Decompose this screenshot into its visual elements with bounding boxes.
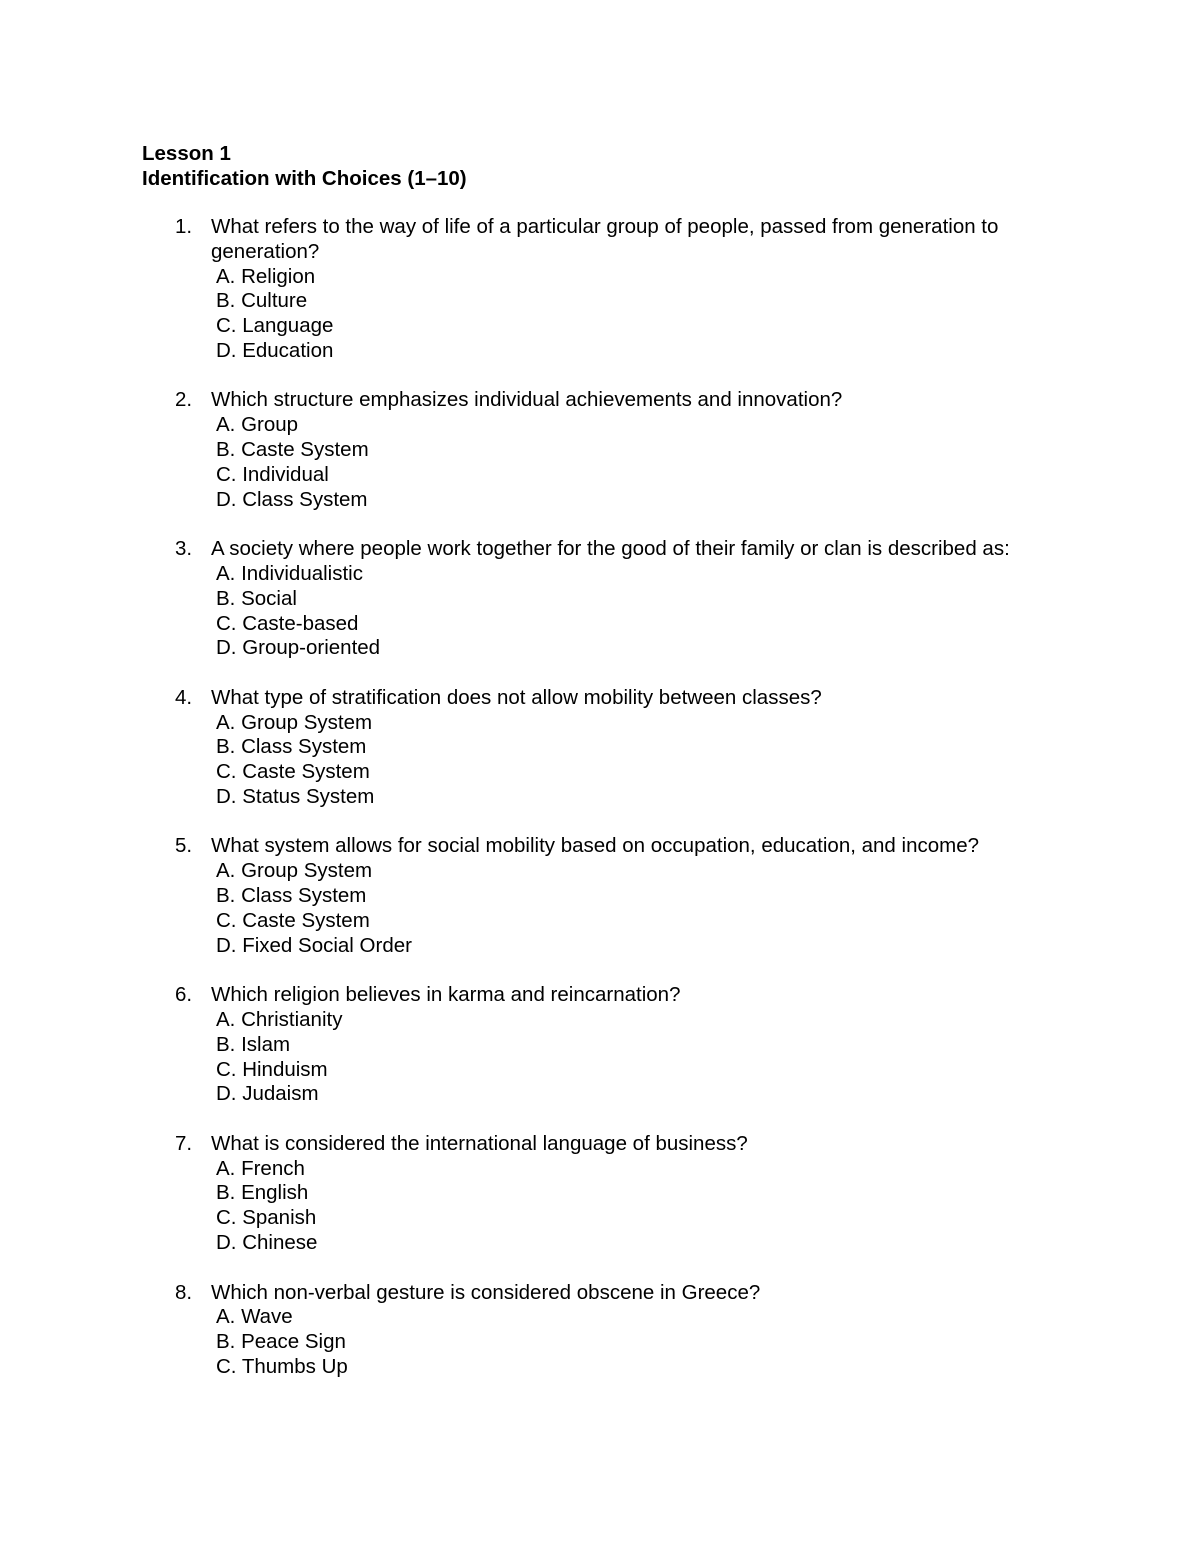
lesson-title: Lesson 1 — [142, 142, 231, 165]
answer-choice: B. Class System — [216, 735, 367, 759]
question-text: What is considered the international language of business? — [211, 1131, 748, 1155]
question-number: 4. — [175, 685, 193, 709]
choice-list — [0, 265, 1200, 364]
choice-list — [0, 859, 1200, 958]
choice-list — [0, 562, 1200, 661]
answer-choice: C. Caste System — [216, 908, 370, 932]
question-number: 7. — [175, 1131, 193, 1155]
choice-list — [0, 413, 1200, 512]
answer-choice: B. Culture — [216, 289, 308, 313]
answer-choice: D. Judaism — [216, 1082, 319, 1106]
question-item — [0, 686, 1200, 810]
question-number: 5. — [175, 834, 193, 858]
question-number: 3. — [175, 537, 193, 561]
answer-choice: A. Religion — [216, 264, 316, 288]
answer-choice: B. Peace Sign — [216, 1330, 346, 1354]
question-list — [0, 215, 1200, 1404]
answer-choice: B. Caste System — [216, 438, 369, 462]
answer-choice: B. Social — [216, 586, 297, 610]
answer-choice: B. English — [216, 1181, 309, 1205]
answer-choice: D. Class System — [216, 487, 368, 511]
answer-choice: D. Status System — [216, 785, 375, 808]
question-text: What type of stratification does not allow mobility between classes? — [211, 685, 822, 709]
question-number: 2. — [175, 388, 193, 412]
question-item — [0, 1132, 1200, 1256]
question-text: Which religion believes in karma and reincarnation? — [211, 983, 681, 1007]
answer-choice: C. Caste-based — [216, 611, 359, 635]
question-item — [0, 388, 1200, 512]
question-text: What system allows for social mobility based on occupation, education, and income? — [211, 834, 980, 858]
section-title: Identification with Choices (1–10) — [142, 167, 467, 190]
question-number: 1. — [175, 215, 193, 238]
answer-choice: A. Group — [216, 413, 299, 437]
answer-choice: D. Chinese — [216, 1231, 318, 1255]
answer-choice: B. Class System — [216, 884, 367, 908]
question-text: A society where people work together for the good of their family or clan is described as: — [211, 537, 1010, 561]
question-text: Which non-verbal gesture is considered obscene in Greece? — [211, 1280, 761, 1304]
answer-choice: A. French — [216, 1156, 305, 1180]
answer-choice: C. Thumbs Up — [216, 1354, 348, 1378]
answer-choice: A. Group System — [216, 859, 373, 883]
choice-list — [0, 711, 1200, 810]
question-item — [0, 983, 1200, 1107]
answer-choice: C. Caste System — [216, 760, 370, 784]
answer-choice: D. Group-oriented — [216, 636, 381, 660]
question-text: What refers to the way of life of a particular group of people, passed from generation to generation? — [211, 215, 999, 263]
choice-list — [0, 1157, 1200, 1256]
answer-choice: A. Individualistic — [216, 561, 363, 585]
answer-choice: B. Islam — [216, 1032, 291, 1056]
answer-choice: A. Wave — [216, 1305, 293, 1329]
answer-choice: D. Education — [216, 338, 334, 362]
answer-choice: C. Individual — [216, 462, 329, 486]
answer-choice: A. Group System — [216, 710, 373, 734]
question-item — [0, 834, 1200, 958]
question-item — [0, 537, 1200, 661]
answer-choice: A. Christianity — [216, 1007, 343, 1031]
answer-choice: D. Fixed Social Order — [216, 933, 412, 957]
question-number: 6. — [175, 983, 193, 1007]
question-number: 8. — [175, 1280, 193, 1304]
answer-choice: C. Spanish — [216, 1206, 317, 1230]
answer-choice: C. Hinduism — [216, 1057, 328, 1081]
answer-choice: C. Language — [216, 314, 334, 338]
question-item — [0, 1281, 1200, 1380]
choice-list — [0, 1305, 1200, 1379]
choice-list — [0, 1008, 1200, 1107]
question-text: Which structure emphasizes individual achievements and innovation? — [211, 388, 843, 412]
question-item — [0, 215, 1200, 364]
